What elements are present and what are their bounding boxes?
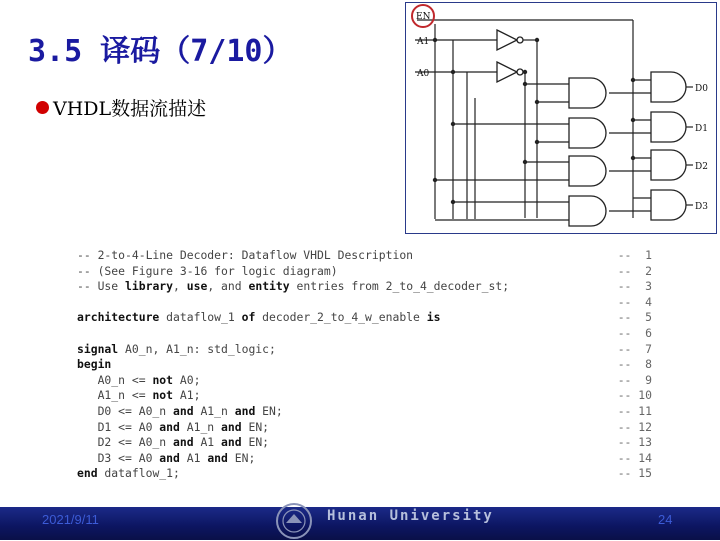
code-text: begin bbox=[77, 357, 112, 372]
bullet-text: VHDL数据流描述 bbox=[53, 98, 207, 120]
label-en: EN bbox=[416, 12, 431, 22]
code-text: D1 <= A0 and A1_n and EN; bbox=[77, 419, 270, 434]
label-a0: A0 bbox=[417, 69, 430, 79]
footer-brand: Hunan University bbox=[327, 508, 494, 524]
label-d1: D1 bbox=[695, 124, 708, 134]
line-number: -- 7 bbox=[617, 341, 652, 356]
code-text: signal A0_n, A1_n: std_logic; bbox=[77, 341, 276, 356]
university-seal-icon bbox=[270, 501, 318, 541]
code-text: D0 <= A0_n and A1_n and EN; bbox=[77, 404, 283, 418]
footer-date: 2021/9/11 bbox=[42, 512, 99, 527]
line-number: -- 1 bbox=[617, 248, 652, 262]
line-number: -- 14 bbox=[617, 450, 652, 465]
label-a1: A1 bbox=[417, 37, 430, 47]
label-d0: D0 bbox=[695, 84, 708, 94]
label-d2: D2 bbox=[695, 162, 708, 172]
label-d3: D3 bbox=[695, 202, 708, 212]
code-text: A0_n <= not A0; bbox=[77, 372, 201, 387]
line-number: -- 2 bbox=[617, 263, 652, 278]
page-number: 24 bbox=[658, 512, 673, 527]
footer-bar bbox=[0, 507, 720, 540]
code-text: D3 <= A0 and A1 and EN; bbox=[77, 450, 256, 465]
code-text: D2 <= A0_n and A1 and EN; bbox=[77, 435, 270, 450]
line-number: -- 3 bbox=[617, 279, 652, 294]
code-text: -- Use library, use, and entity entries from 2_to_4_decoder_st; bbox=[77, 279, 510, 294]
line-number: -- 4 bbox=[617, 294, 652, 309]
vhdl-code-listing bbox=[60, 248, 654, 488]
bullet-dot-icon bbox=[36, 101, 49, 114]
line-number: -- 13 bbox=[617, 435, 652, 450]
code-text: -- (See Figure 3-16 for logic diagram) bbox=[77, 263, 338, 278]
line-number: -- 6 bbox=[617, 326, 652, 340]
line-number: -- 10 bbox=[617, 388, 652, 403]
line-number: -- 15 bbox=[617, 466, 652, 481]
line-number: -- 12 bbox=[617, 419, 652, 434]
line-number: -- 8 bbox=[617, 357, 652, 372]
code-text: architecture dataflow_1 of decoder_2_to_4_w_enable is bbox=[77, 310, 441, 325]
code-text: end dataflow_1; bbox=[77, 466, 180, 481]
line-number: -- 11 bbox=[617, 404, 652, 418]
line-number: -- 9 bbox=[617, 372, 652, 387]
bullet-item bbox=[36, 94, 206, 121]
slide-title: 3.5 译码（7/10） bbox=[28, 34, 293, 69]
code-text: A1_n <= not A1; bbox=[77, 388, 201, 403]
code-text: -- 2-to-4-Line Decoder: Dataflow VHDL Description bbox=[77, 248, 414, 262]
decoder-logic-diagram bbox=[405, 2, 717, 234]
line-number: -- 5 bbox=[617, 310, 652, 325]
